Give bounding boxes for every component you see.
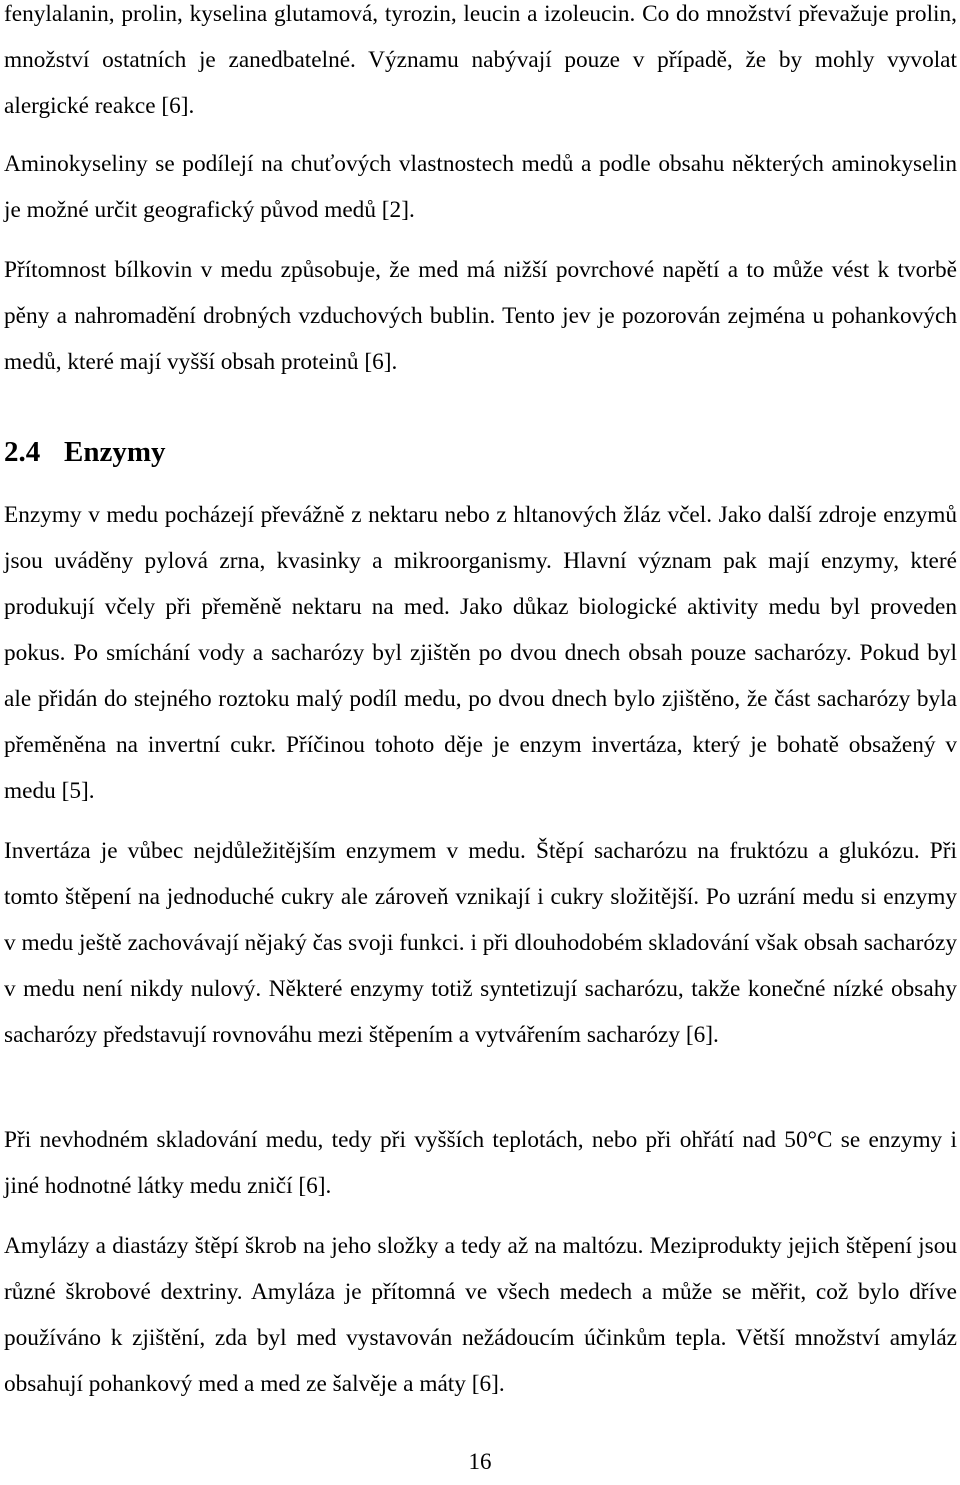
paragraph-enzymes-origin: Enzymy v medu pocházejí převážně z nektaru nebo z hltanových žláz včel. Jako další zdroje enzymů jsou uváděny pylová zrna, kvasinky a mikroorganismy. Hlavní význam pak mají enzymy, které produkují včely při přeměně nektaru na med. Jako důkaz biologické aktivity medu byl proveden pokus. Po smíchání vody a sacharózy byl zjištěn po dvou dnech obsah pouze sacharózy. Pokud byl ale přidán do stejného roztoku malý podíl medu, po dvou dnech bylo zjištěno, že část sacharózy byla přeměněna na invertní cukr. Příčinou tohoto děje je enzym invertáza, který je bohatě obsažený v medu [5].: [4, 502, 957, 804]
section-heading: [4, 426, 166, 478]
section-number: 2.4: [4, 436, 41, 468]
paragraph-invertase: Invertáza je vůbec nejdůležitějším enzymem v medu. Štěpí sacharózu na fruktózu a glukózu. Při tomto štěpení na jednoduché cukry ale zároveň vznikají i cukry složitější. Po uzrání medu si enzymy v medu ještě zachovávají nějaký čas svoji funkci. i při dlouhodobém skladování však obsah sacharózy v medu není nikdy nulový. Některé enzymy totiž syntetizují sacharózu, takže konečné nízké obsahy sacharózy představují rovnováhu mezi štěpením a vytvářením sacharózy [6].: [4, 838, 957, 1048]
page-number: 16: [468, 1449, 492, 1474]
paragraph-amino-acids-taste: Aminokyseliny se podílejí na chuťových vlastnostech medů a podle obsahu některých aminokyselin je možné určit geografický původ medů [2].: [4, 151, 957, 223]
section-title: Enzymy: [64, 436, 166, 468]
paragraph-amylase: Amylázy a diastázy štěpí škrob na jeho složky a tedy až na maltózu. Meziprodukty jejich štěpení jsou různé škrobové dextriny. Amyláza je přítomná ve všech medech a může se měřit, což bylo dříve používáno k zjištění, zda byl med vystavován nežádoucím účinkům tepla. Větší množství amyláz obsahují pohankový med a med ze šalvěje a máty [6].: [4, 1233, 957, 1397]
paragraph-proteins-foam: Přítomnost bílkovin v medu způsobuje, že med má nižší povrchové napětí a to může vést k tvorbě pěny a nahromadění drobných vzduchových bublin. Tento jev je pozorován zejména u pohankových medů, které mají vyšší obsah proteinů [6].: [4, 257, 957, 375]
paragraph-amino-acids-list: fenylalanin, prolin, kyselina glutamová, tyrozin, leucin a izoleucin. Co do množství převažuje prolin, množství ostatních je zanedbatelné. Významu nabývají pouze v případě, že by mohly vyvolat alergické reakce [6].: [4, 1, 957, 119]
paragraph-storage: Při nevhodném skladování medu, tedy při vyšších teplotách, nebo při ohřátí nad 50°C se enzymy i jiné hodnotné látky medu zničí [6].: [4, 1127, 957, 1199]
